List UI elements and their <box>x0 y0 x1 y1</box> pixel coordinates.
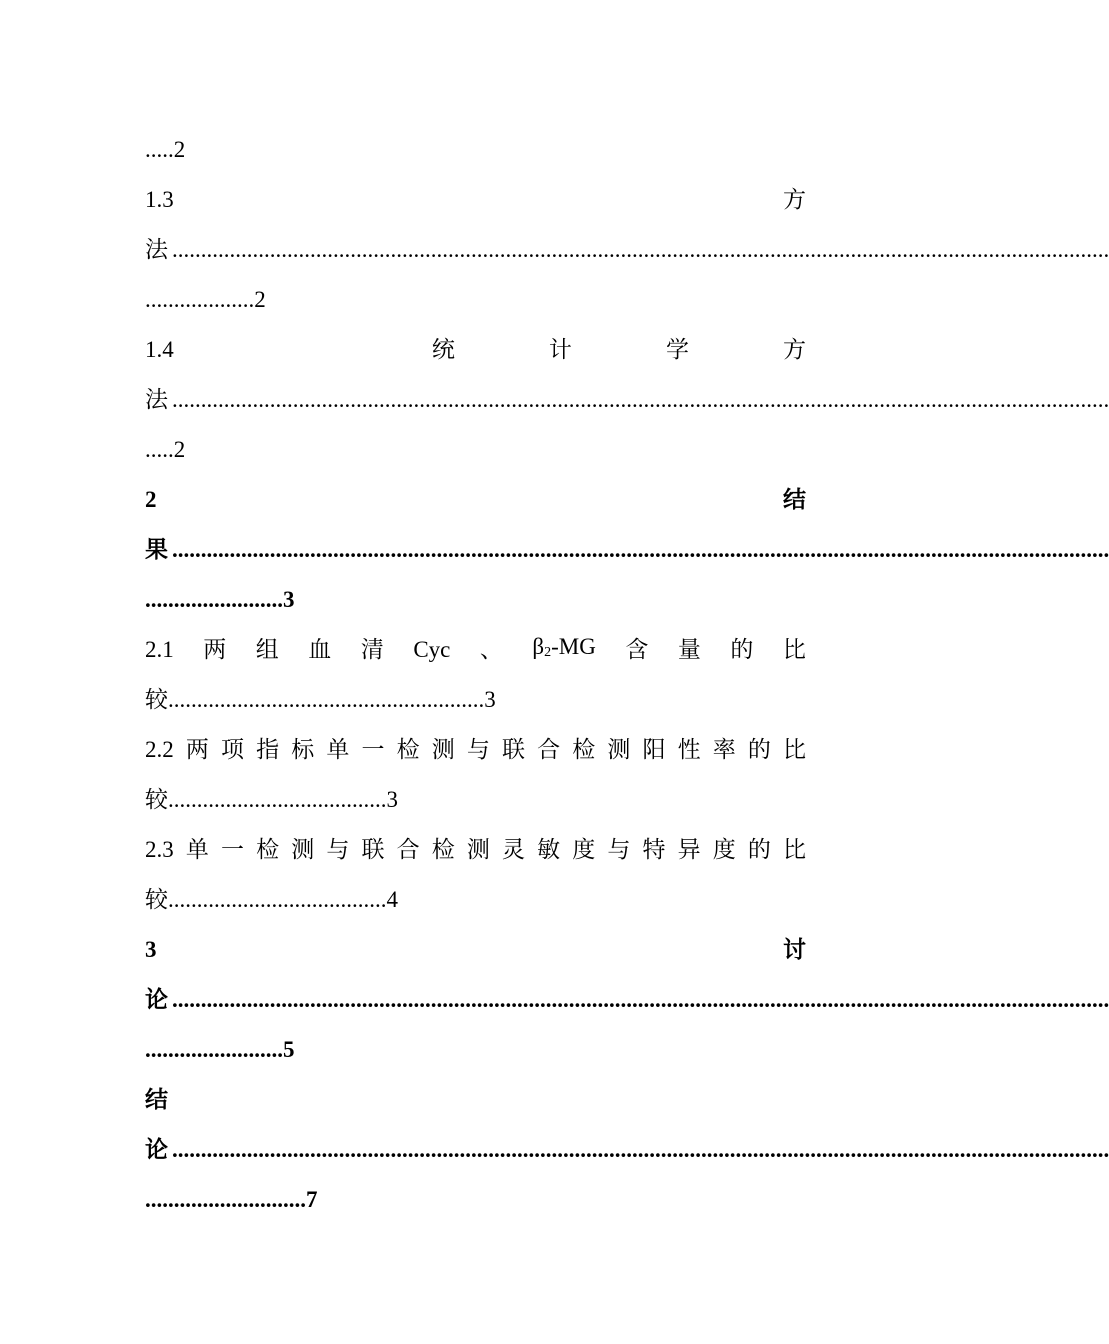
toc-title-char: 血 <box>308 637 332 662</box>
toc-page-number: ........................5 <box>145 1037 295 1062</box>
toc-page-line <box>145 1175 806 1225</box>
toc-title-word: Cyc <box>413 637 451 662</box>
toc-title-char: 的 <box>730 637 754 662</box>
toc-entry-2[interactable] <box>145 475 806 525</box>
toc-title-char: 讨 <box>783 937 806 962</box>
toc-entry-2-2[interactable] <box>145 725 806 775</box>
toc-title-char: 检 <box>572 737 596 762</box>
toc-page-line <box>145 775 806 825</box>
toc-number: 1.3 <box>145 187 174 212</box>
toc-title-char: 异 <box>677 837 701 862</box>
toc-title-char: 比 <box>783 737 806 762</box>
toc-title-char: 单 <box>326 737 350 762</box>
toc-title-char: 学 <box>665 337 689 362</box>
toc-number: 2 <box>145 487 157 512</box>
toc-page-number: ...................2 <box>145 287 266 312</box>
toc-title-char: 两 <box>185 737 209 762</box>
toc-entry-conclusion[interactable] <box>145 1075 806 1125</box>
toc-title-char: 两 <box>203 637 227 662</box>
toc-title-char: 检 <box>256 837 280 862</box>
toc-title-char: 法 <box>145 387 168 412</box>
toc-leader-dots: ................................................................................................................................................................... <box>172 237 1109 262</box>
toc-title-char: 方 <box>782 337 806 362</box>
toc-number: 2.2 <box>145 737 174 762</box>
toc-page-number: 较......................................3 <box>145 787 398 812</box>
toc-title-char: 合 <box>537 737 561 762</box>
toc-entry-1-3[interactable] <box>145 175 806 225</box>
toc-title-char: 指 <box>256 737 280 762</box>
toc-page-line <box>145 675 806 725</box>
toc-title-char: 的 <box>747 837 771 862</box>
toc-title-beta2mg <box>532 622 595 678</box>
toc-title-char: 、 <box>479 637 503 662</box>
toc-title-char: 测 <box>466 837 490 862</box>
toc-title-char: 灵 <box>502 837 525 862</box>
toc-page-line <box>145 1025 806 1075</box>
toc-page-number: ............................7 <box>145 1187 318 1212</box>
toc-leader-dots: ................................................................................................................................................................... <box>172 387 1109 412</box>
toc-title-char: 结 <box>783 487 806 512</box>
toc-title-char: 性 <box>677 737 701 762</box>
toc-number: 1.4 <box>145 337 174 362</box>
toc-title-char: 组 <box>255 637 279 662</box>
toc-entry-1-4[interactable] <box>145 325 806 375</box>
toc-leader-line <box>145 525 1109 575</box>
toc-title-char: 标 <box>291 737 315 762</box>
toc-number: 2.1 <box>145 637 174 662</box>
toc-title-char: 度 <box>572 837 596 862</box>
toc-page-number: 较......................................4 <box>145 887 398 912</box>
toc-title-char: 测 <box>607 737 631 762</box>
toc-title-char: 方 <box>783 187 806 212</box>
toc-text: .....2 <box>145 137 186 162</box>
toc-title-char: 特 <box>642 837 666 862</box>
toc-title-char: 检 <box>396 737 420 762</box>
toc-title-char: 一 <box>221 837 244 862</box>
toc-leader-line <box>145 975 1109 1025</box>
toc-leader-dots: ................................................................................................................................................................... <box>172 1137 1109 1162</box>
toc-title-char: 计 <box>548 337 572 362</box>
toc-title-char: 果 <box>145 537 168 562</box>
toc-number: 2.3 <box>145 837 174 862</box>
toc-title-char: 率 <box>712 737 736 762</box>
toc-title-char: 测 <box>291 837 315 862</box>
toc-title-char: 结 <box>145 1087 168 1112</box>
toc-title-char: 合 <box>396 837 420 862</box>
mg-text: -MG <box>551 634 596 659</box>
toc-entry-2-3[interactable] <box>145 825 806 875</box>
toc-title-char: 联 <box>361 837 385 862</box>
toc-title-char: 项 <box>221 737 244 762</box>
toc-page-line <box>145 275 806 325</box>
toc-title-char: 含 <box>625 637 649 662</box>
toc-title-char: 测 <box>431 737 455 762</box>
toc-page-number: ........................3 <box>145 587 295 612</box>
toc-title-char: 论 <box>145 987 168 1012</box>
toc-title-char: 统 <box>431 337 455 362</box>
toc-leader-line <box>145 1125 1109 1175</box>
toc-title-char: 敏 <box>537 837 561 862</box>
toc-leader-line <box>145 375 1109 425</box>
toc-page-number: .....2 <box>145 437 186 462</box>
toc-number: 3 <box>145 937 157 962</box>
toc-title-char: 与 <box>326 837 350 862</box>
toc-title-char: 清 <box>360 637 384 662</box>
toc-page-number: 较.......................................................3 <box>145 687 496 712</box>
toc-entry-2-1[interactable] <box>145 625 806 675</box>
toc-title-char: 比 <box>783 837 806 862</box>
toc-title-char: 一 <box>361 737 385 762</box>
toc-title-char: 单 <box>185 837 209 862</box>
toc-title-char: 量 <box>677 637 701 662</box>
toc-leader-dots: ................................................................................................................................................................... <box>172 987 1109 1012</box>
toc-title-char: 阳 <box>642 737 666 762</box>
beta-symbol: β <box>532 634 545 659</box>
toc-title-char: 联 <box>502 737 525 762</box>
toc-title-char: 法 <box>145 237 168 262</box>
toc-title-char: 检 <box>431 837 455 862</box>
toc-title-char: 与 <box>607 837 631 862</box>
toc-page-line <box>145 875 806 925</box>
toc-line-continuation <box>145 125 806 175</box>
subscript: 2 <box>544 645 552 660</box>
toc-entry-3[interactable] <box>145 925 806 975</box>
toc-page-line <box>145 425 806 475</box>
toc-title-char: 的 <box>747 737 771 762</box>
toc-title-char: 论 <box>145 1137 168 1162</box>
toc-leader-dots: ................................................................................................................................................................... <box>172 537 1109 562</box>
toc-leader-line <box>145 225 1109 275</box>
toc-title-char: 比 <box>782 637 806 662</box>
toc-title-char: 与 <box>466 737 490 762</box>
toc-page-line <box>145 575 806 625</box>
toc-title-char: 度 <box>712 837 736 862</box>
